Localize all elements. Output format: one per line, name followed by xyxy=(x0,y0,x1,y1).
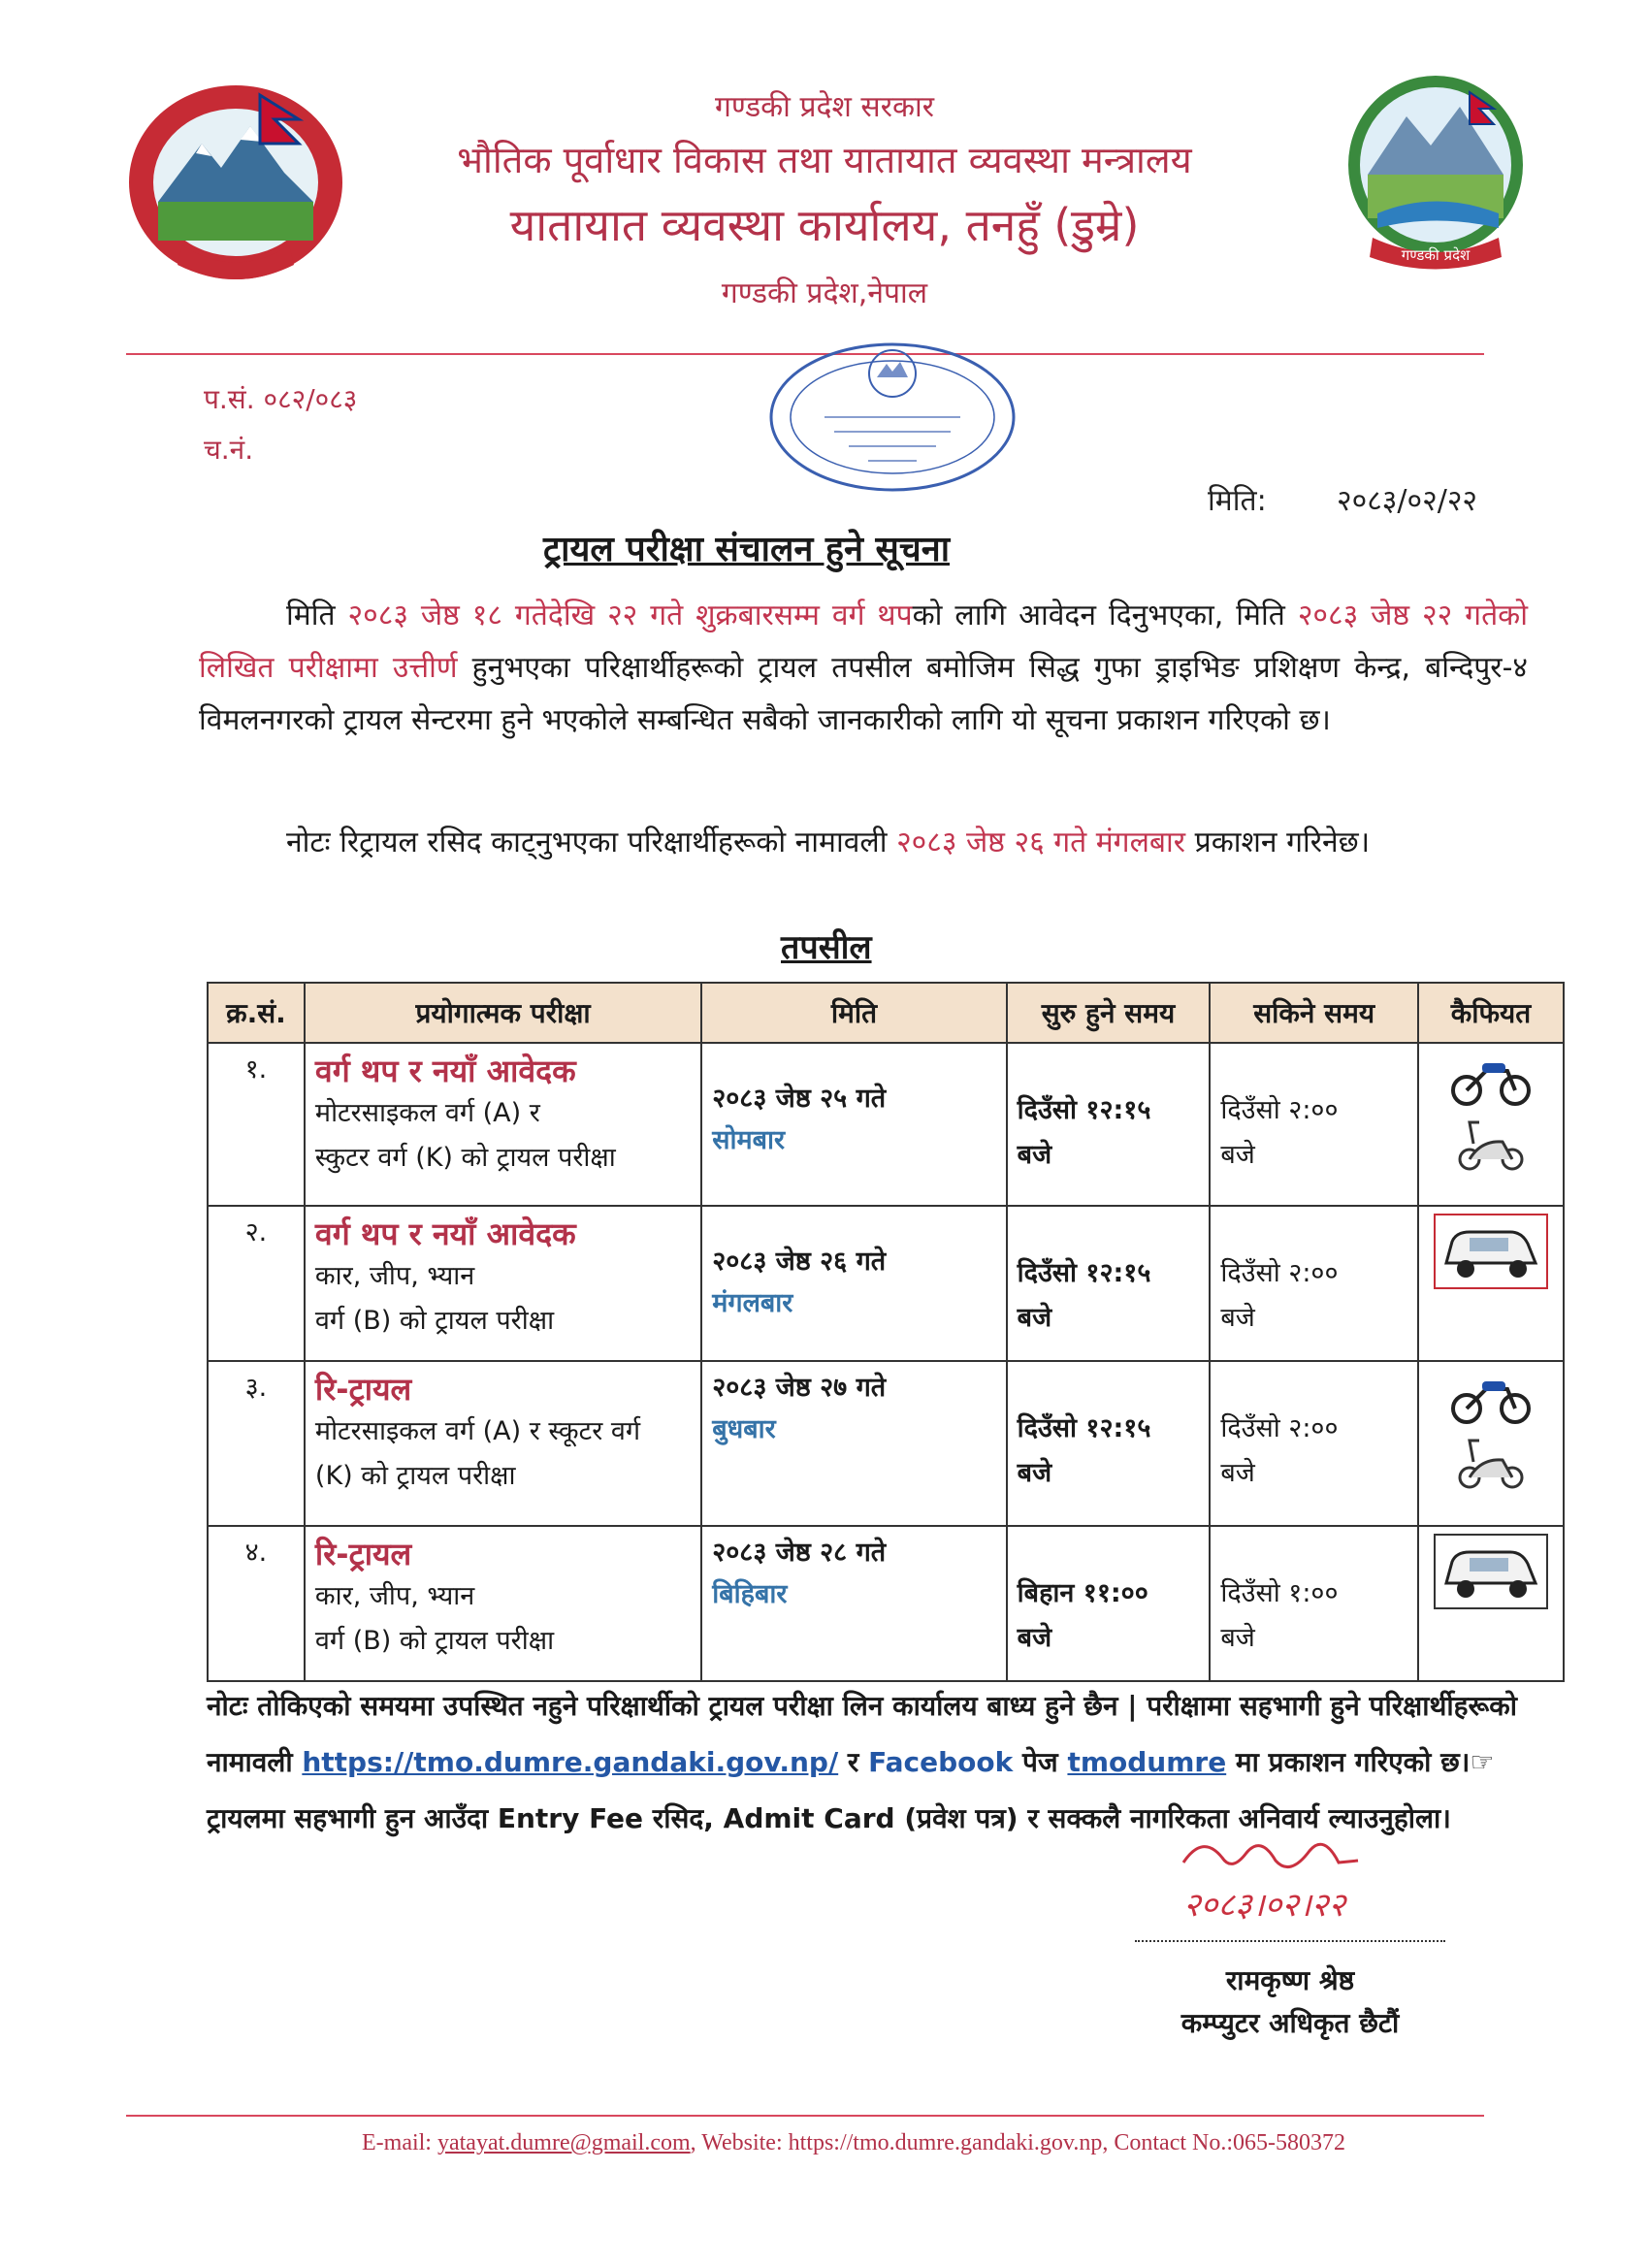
p1-text: मिति xyxy=(286,599,348,632)
start-time-unit: बजे xyxy=(1017,1140,1052,1170)
scooter-icon xyxy=(1452,1150,1530,1180)
header-office: यातायात व्यवस्था कार्यालय, तनहुँ (डुम्रे) xyxy=(509,199,1140,251)
footnote-text: र xyxy=(838,1746,869,1778)
remark-cell xyxy=(1418,1043,1564,1206)
serial-number: ३. xyxy=(208,1361,305,1526)
signer-name: रामकृष्ण श्रेष्ठ xyxy=(1225,1964,1355,1996)
column-header: सकिने समय xyxy=(1210,983,1418,1043)
exam-date: २०८३ जेष्ठ २५ गते xyxy=(712,1084,887,1114)
end-time: दिउँसो २:०० xyxy=(1220,1095,1339,1125)
exam-desc: वर्ग (B) को ट्रायल परीक्षा xyxy=(314,1626,555,1656)
nepal-emblem-logo xyxy=(114,76,357,299)
end-time: दिउँसो १:०० xyxy=(1220,1578,1339,1608)
end-time: दिउँसो २:०० xyxy=(1220,1258,1339,1288)
gandaki-pradesh-logo xyxy=(1339,68,1533,281)
footer-divider xyxy=(126,2115,1484,2117)
exam-day: मंगलबार xyxy=(712,1288,793,1318)
p2-text: प्रकाशन गरिनेछ। xyxy=(1185,826,1371,859)
column-header: कैफियत xyxy=(1418,983,1564,1043)
exam-desc: कार, जीप, भ्यान xyxy=(314,1261,475,1291)
start-time: दिउँसो १२:१५ xyxy=(1017,1413,1151,1443)
exam-desc: स्कुटर वर्ग (K) को ट्रायल परीक्षा xyxy=(314,1143,616,1173)
column-header: क्र.सं. xyxy=(208,983,305,1043)
table-row xyxy=(208,1043,1564,1206)
end-time-cell xyxy=(1210,1206,1418,1361)
start-time-cell xyxy=(1007,1361,1211,1526)
signature-line xyxy=(1135,1940,1445,1942)
exam-type: रि-ट्रायल xyxy=(314,1371,412,1408)
end-time-cell xyxy=(1210,1526,1418,1681)
schedule-title: तपसील xyxy=(781,928,872,967)
scooter-icon xyxy=(1452,1468,1530,1498)
p1-highlight-dates: २०८३ जेष्ठ १८ गतेदेखि २२ गते शुक्रबारसम्म वर्ग थप xyxy=(347,599,913,632)
facebook-page-link[interactable]: tmodumre xyxy=(1067,1746,1227,1778)
footnote-text: पेज xyxy=(1013,1746,1068,1778)
motorcycle-icon xyxy=(1447,1403,1535,1433)
exam-cell xyxy=(305,1043,701,1206)
website-link[interactable]: https://tmo.dumre.gandaki.gov.np/ xyxy=(302,1746,839,1778)
notice-title: ट्रायल परीक्षा संचालन हुने सूचना xyxy=(543,530,951,569)
schedule-table xyxy=(207,982,1565,1682)
signature-date: २०८३।०२।२२ xyxy=(1183,1886,1346,1925)
reference-number: प.सं. ०८२/०८३ xyxy=(204,383,358,415)
header-address: गण्डकी प्रदेश,नेपाल xyxy=(721,276,928,310)
exam-desc: मोटरसाइकल वर्ग (A) र xyxy=(314,1098,540,1128)
notice-paragraph xyxy=(199,590,1528,747)
exam-cell xyxy=(305,1361,701,1526)
end-time-unit: बजे xyxy=(1220,1140,1255,1170)
dispatch-number: च.नं. xyxy=(204,434,254,466)
table-header-row xyxy=(208,983,1564,1043)
exam-desc: कार, जीप, भ्यान xyxy=(314,1581,475,1611)
column-header: प्रयोगात्मक परीक्षा xyxy=(305,983,701,1043)
end-time-unit: बजे xyxy=(1220,1623,1255,1653)
exam-cell xyxy=(305,1526,701,1681)
email-label: E-mail: xyxy=(362,2130,437,2155)
end-time-cell xyxy=(1210,1361,1418,1526)
footnote xyxy=(207,1678,1565,1847)
facebook-label: Facebook xyxy=(868,1746,1014,1778)
remark-cell xyxy=(1418,1206,1564,1361)
exam-type: रि-ट्रायल xyxy=(314,1536,412,1572)
exam-desc: (K) को ट्रायल परीक्षा xyxy=(314,1461,516,1491)
serial-number: १. xyxy=(208,1043,305,1206)
table-row xyxy=(208,1206,1564,1361)
footer-text: , Website: https://tmo.dumre.gandaki.gov.np, Contact No.:065-580372 xyxy=(690,2130,1345,2155)
footnote-text: मा प्रकाशन गरिएको छ।☞ ट्रायलमा सहभागी हुन आउँदा Entry Fee रसिद, Admit Card (प्रवेश पत्र) र सक्कलै नागरिकता अनिवार्य ल्याउनुहोला। xyxy=(207,1746,1495,1834)
handwritten-signature xyxy=(1154,1824,1445,1930)
date-cell xyxy=(701,1043,1006,1206)
start-time-unit: बजे xyxy=(1017,1458,1052,1488)
exam-type: वर्ग थप र नयाँ आवेदक xyxy=(314,1215,576,1252)
p1-text: हुनुभएका परिक्षार्थीहरूको ट्रायल तपसील बमोजिम सिद्ध गुफा ड्राइभिङ प्रशिक्षण केन्द्र, बन्दिपुर-४ विमलनगरको ट्रायल सेन्टरमा हुने भएकोले सम्बन्धित सबैको जानकारीको लागि यो सूचना प्रकाशन गरिएको छ। xyxy=(199,651,1528,737)
header-ministry: भौतिक पूर्वाधार विकास तथा यातायात व्यवस्था मन्त्रालय xyxy=(457,139,1192,181)
serial-number: ४. xyxy=(208,1526,305,1681)
start-time: बिहान ११:०० xyxy=(1017,1578,1148,1608)
end-time-cell xyxy=(1210,1043,1418,1206)
car-icon xyxy=(1433,1267,1549,1297)
office-stamp xyxy=(757,335,1028,500)
end-time-unit: बजे xyxy=(1220,1458,1255,1488)
exam-cell xyxy=(305,1206,701,1361)
header-government: गण्डकी प्रदेश सरकार xyxy=(714,90,935,124)
exam-day: बुधबार xyxy=(712,1414,776,1444)
end-time-unit: बजे xyxy=(1220,1303,1255,1333)
start-time: दिउँसो १२:१५ xyxy=(1017,1095,1151,1125)
start-time-unit: बजे xyxy=(1017,1623,1052,1653)
car-icon xyxy=(1433,1587,1549,1617)
remark-cell xyxy=(1418,1526,1564,1681)
table-row xyxy=(208,1361,1564,1526)
date-cell xyxy=(701,1526,1006,1681)
date-value: २०८३/०२/२२ xyxy=(1337,484,1478,518)
remark-cell xyxy=(1418,1361,1564,1526)
date-cell xyxy=(701,1361,1006,1526)
p1-highlight-exam: २०८३ जेष्ठ २२ गतेको लिखित परीक्षामा उत्तीर्ण xyxy=(199,599,1528,685)
footnote-text: नोटः तोकिएको समयमा उपस्थित नहुने परिक्षार्थीको ट्रायल परीक्षा लिन कार्यालय बाध्य हुने छैन | परीक्षामा सहभागी हुने परिक्षार्थीहरूको नामावली xyxy=(207,1690,1517,1778)
start-time-unit: बजे xyxy=(1017,1303,1052,1333)
date-cell xyxy=(701,1206,1006,1361)
exam-date: २०८३ जेष्ठ २८ गते xyxy=(712,1538,887,1568)
serial-number: २. xyxy=(208,1206,305,1361)
exam-day: सोमबार xyxy=(712,1125,786,1155)
notice-note xyxy=(199,817,1528,869)
footer-contact xyxy=(272,2130,1436,2156)
start-time-cell xyxy=(1007,1043,1211,1206)
exam-desc: वर्ग (B) को ट्रायल परीक्षा xyxy=(314,1306,555,1336)
exam-date: २०८३ जेष्ठ २७ गते xyxy=(712,1373,887,1403)
start-time-cell xyxy=(1007,1206,1211,1361)
date-label: मिति: xyxy=(1208,484,1267,518)
emblem-label: गण्डकी प्रदेश xyxy=(1401,246,1471,264)
exam-date: २०८३ जेष्ठ २६ गते xyxy=(712,1247,887,1277)
p1-text: को लागि आवेदन दिनुभएका, मिति xyxy=(912,599,1298,632)
exam-type: वर्ग थप र नयाँ आवेदक xyxy=(314,1053,576,1089)
p2-highlight-date: २०८३ जेष्ठ २६ गते मंगलबार xyxy=(896,826,1186,859)
signer-title: कम्प्युटर अधिकृत छैटौं xyxy=(1180,2007,1400,2039)
p2-text: नोटः रिट्रायल रसिद काट्नुभएका परिक्षार्थीहरूको नामावली xyxy=(286,826,897,859)
motorcycle-icon xyxy=(1447,1085,1535,1115)
start-time: दिउँसो १२:१५ xyxy=(1017,1258,1151,1288)
column-header: मिति xyxy=(701,983,1006,1043)
start-time-cell xyxy=(1007,1526,1211,1681)
column-header: सुरु हुने समय xyxy=(1007,983,1211,1043)
exam-day: बिहिबार xyxy=(712,1579,788,1609)
end-time: दिउँसो २:०० xyxy=(1220,1413,1339,1443)
email-link[interactable]: yatayat.dumre@gmail.com xyxy=(436,2130,691,2155)
table-row xyxy=(208,1526,1564,1681)
exam-desc: मोटरसाइकल वर्ग (A) र स्कूटर वर्ग xyxy=(314,1416,641,1446)
